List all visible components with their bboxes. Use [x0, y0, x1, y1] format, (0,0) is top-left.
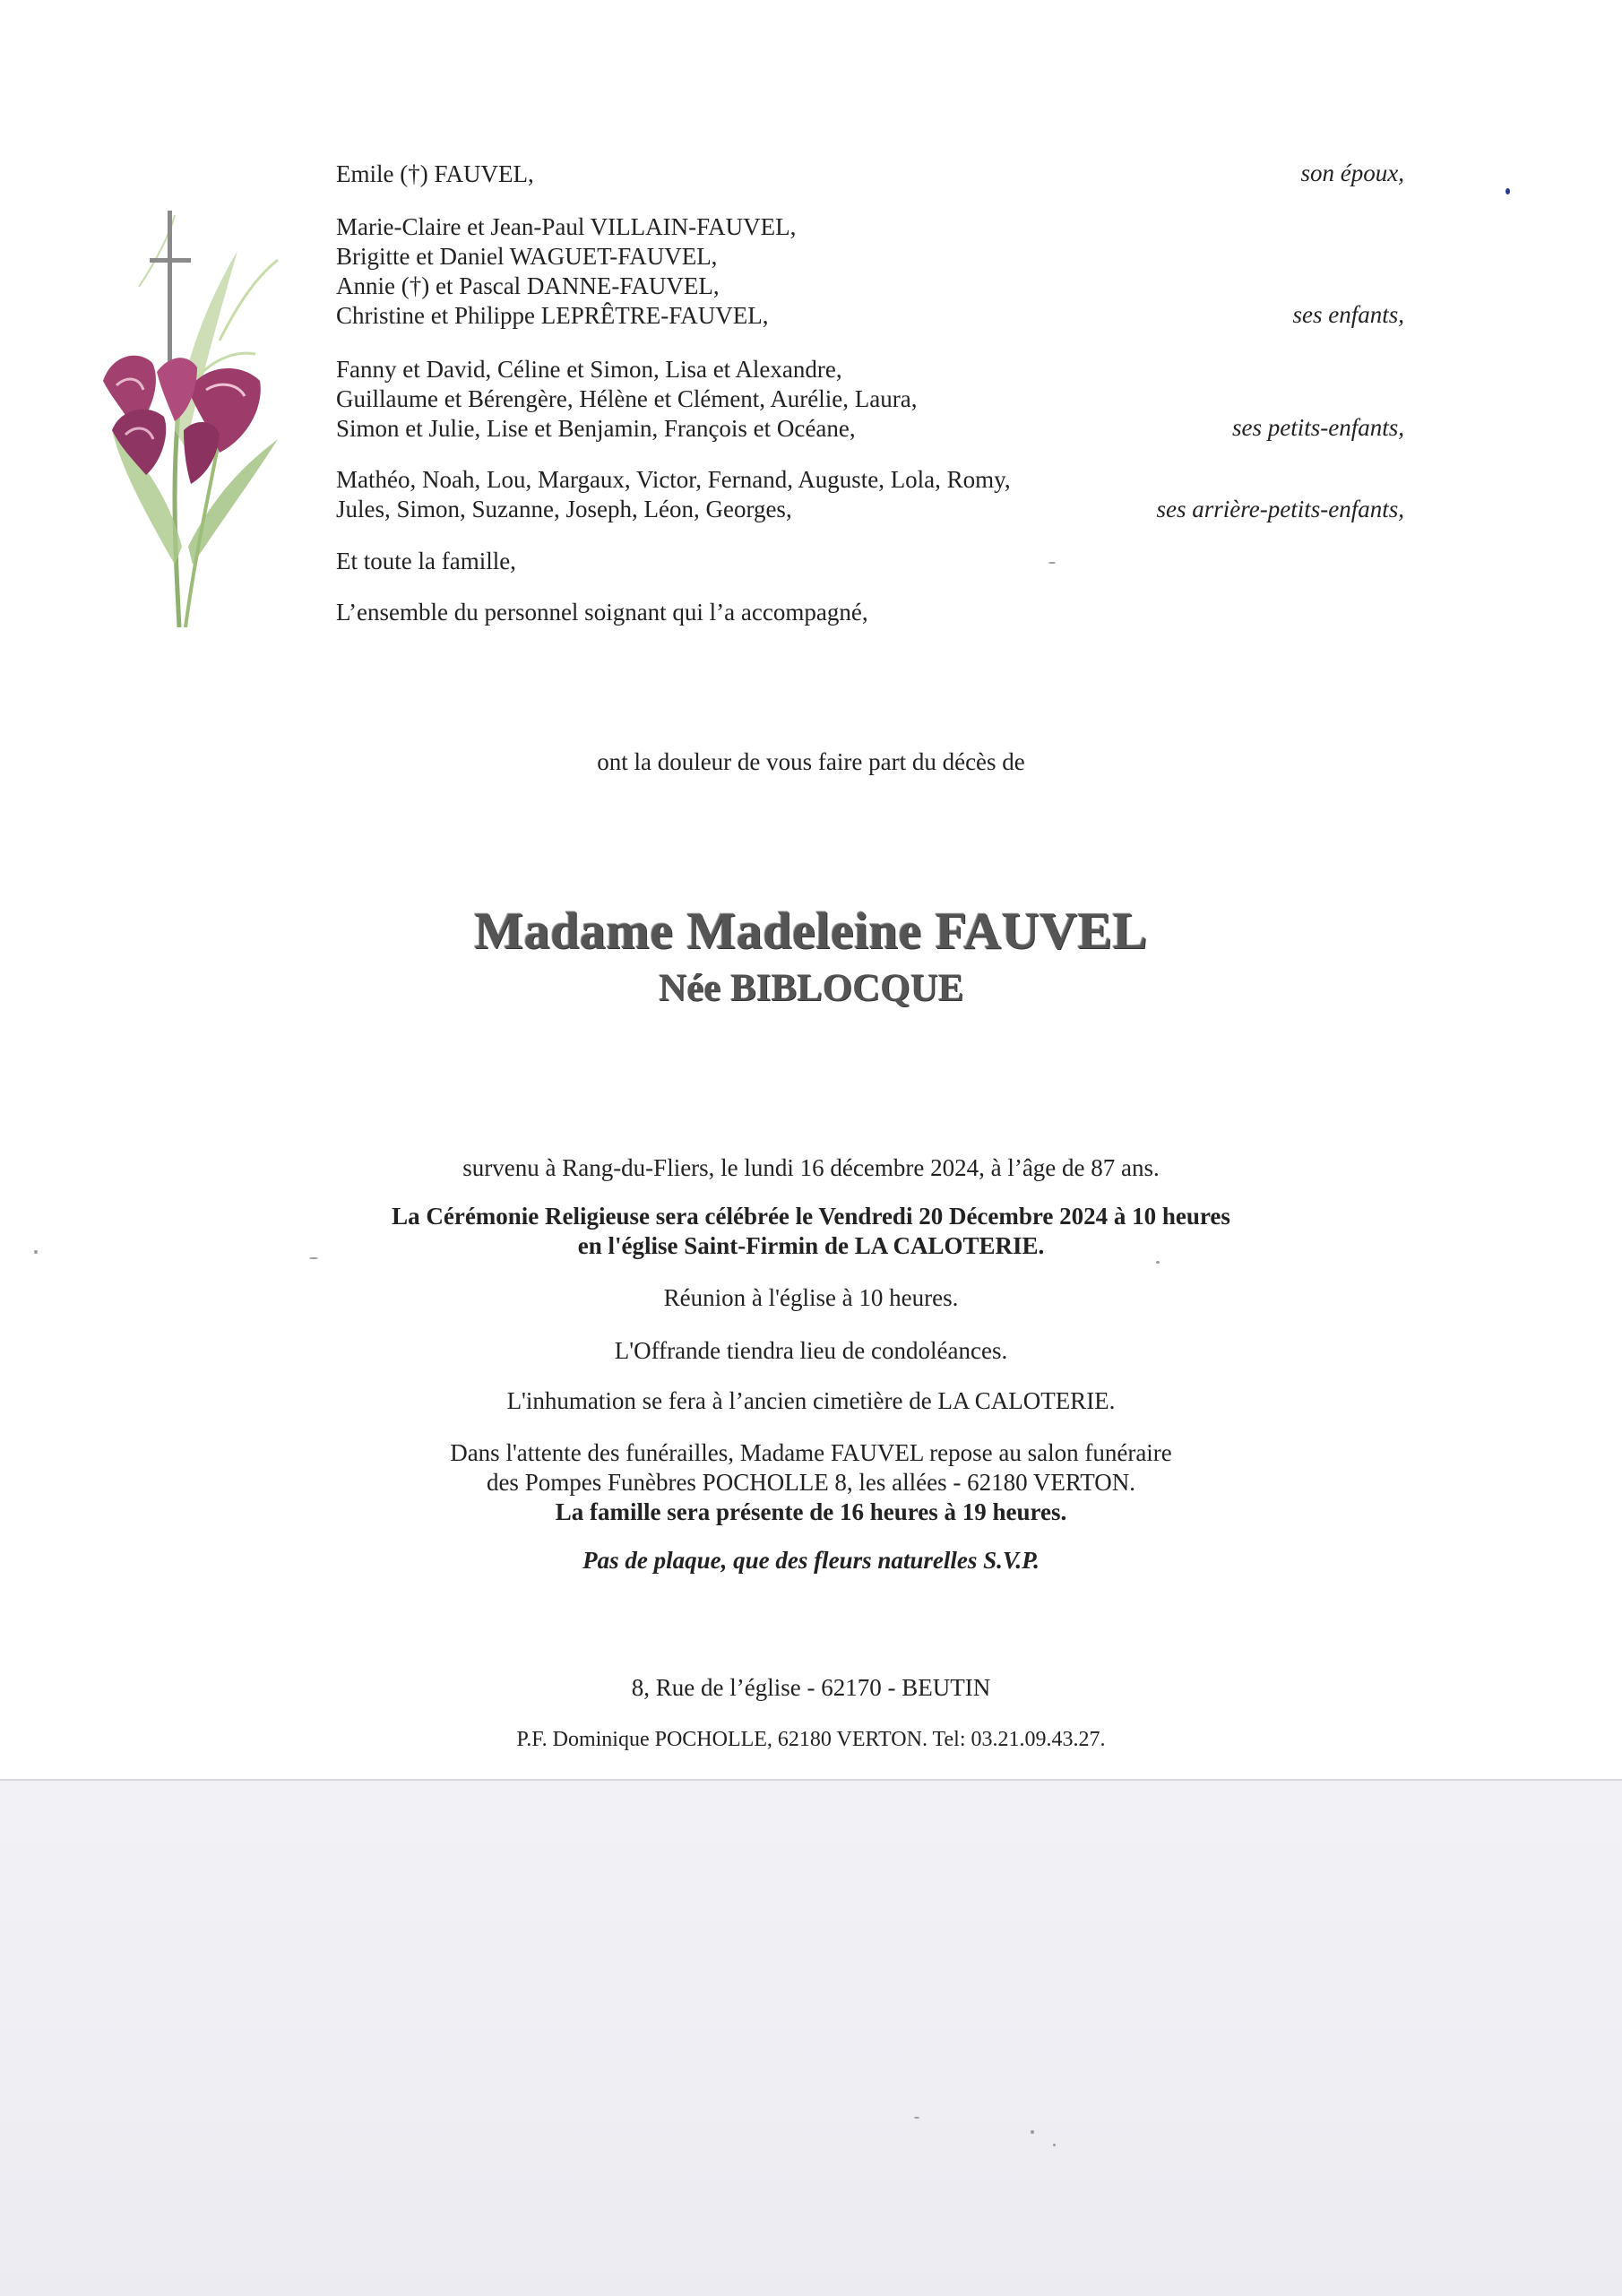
death-details: survenu à Rang-du-Fliers, le lundi 16 décembre 2024, à l’âge de 87 ans. — [462, 1154, 1160, 1181]
spouse-name: Emile (†) FAUVEL, — [336, 160, 534, 187]
staff-line: L’ensemble du personnel soignant qui l’a accompagné, — [336, 599, 868, 626]
scan-speck — [1031, 2130, 1034, 2134]
role-spouse: son époux, — [1300, 160, 1404, 186]
scanner-background — [0, 1779, 1622, 2296]
address-line: 8, Rue de l’église - 62170 - BEUTIN — [631, 1674, 991, 1701]
great-grandchildren-line: Mathéo, Noah, Lou, Margaux, Victor, Fernand, Auguste, Lola, Romy, — [336, 466, 1011, 493]
ceremony-line: en l'église Saint-Firmin de LA CALOTERIE. — [577, 1232, 1045, 1259]
announcement-line: ont la douleur de vous faire part du décès de — [597, 748, 1025, 775]
cross-and-lilies-illustration — [85, 161, 291, 636]
grandchildren-line: Fanny et David, Céline et Simon, Lisa et Alexandre, — [336, 356, 842, 383]
family-children — [336, 212, 796, 331]
ceremony-block — [0, 1202, 1622, 1261]
child-couple: Marie-Claire et Jean-Paul VILLAIN-FAUVEL, — [336, 213, 797, 240]
deceased-name: Madame Madeleine FAUVEL — [474, 902, 1148, 960]
scan-speck — [1048, 562, 1056, 564]
scan-speck — [1156, 1261, 1160, 1264]
offering-line: L'Offrande tiendra lieu de condoléances. — [614, 1337, 1008, 1364]
role-children: ses enfants, — [1292, 301, 1404, 328]
great-grandchildren-line: Jules, Simon, Suzanne, Joseph, Léon, Georges, — [336, 496, 792, 522]
deceased-maiden-name: Née BIBLOCQUE — [658, 967, 964, 1009]
whole-family-line: Et toute la famille, — [336, 548, 516, 574]
child-couple: Annie (†) et Pascal DANNE-FAUVEL, — [336, 272, 720, 299]
child-couple: Brigitte et Daniel WAGUET-FAUVEL, — [336, 243, 718, 270]
child-couple: Christine et Philippe LEPRÊTRE-FAUVEL, — [336, 302, 769, 329]
scan-speck — [914, 2117, 919, 2119]
family-grandchildren — [336, 355, 917, 444]
family-great-grandchildren — [336, 465, 1011, 524]
family-spouse — [336, 160, 534, 189]
scan-speck — [1506, 188, 1510, 194]
burial-line: L'inhumation se fera à l’ancien cimetière de LA CALOTERIE. — [506, 1387, 1116, 1414]
role-grandchildren: ses petits-enfants, — [1232, 414, 1404, 441]
funeral-home-line: des Pompes Funèbres POCHOLLE 8, les allées - 62180 VERTON. — [486, 1469, 1136, 1496]
scan-speck — [1053, 2144, 1056, 2146]
grandchildren-line: Guillaume et Bérengère, Hélène et Clément, Aurélie, Laura, — [336, 385, 918, 412]
scan-speck — [34, 1250, 38, 1254]
ceremony-line: La Cérémonie Religieuse sera célébrée le Vendredi 20 Décembre 2024 à 10 heures — [392, 1203, 1230, 1230]
family-presence-line: La famille sera présente de 16 heures à 19 heures. — [555, 1498, 1067, 1525]
funeral-home-block — [0, 1438, 1622, 1527]
role-great-grandchildren: ses arrière-petits-enfants, — [1156, 496, 1404, 522]
flowers-note: Pas de plaque, que des fleurs naturelles S.V.P. — [582, 1547, 1040, 1574]
funeral-home-line: Dans l'attente des funérailles, Madame FAUVEL repose au salon funéraire — [450, 1439, 1172, 1466]
funeral-director-line: P.F. Dominique POCHOLLE, 62180 VERTON. Tel: 03.21.09.43.27. — [516, 1728, 1106, 1751]
meeting-line: Réunion à l'église à 10 heures. — [663, 1284, 959, 1311]
scan-speck — [309, 1257, 318, 1259]
grandchildren-line: Simon et Julie, Lise et Benjamin, François et Océane, — [336, 415, 856, 442]
